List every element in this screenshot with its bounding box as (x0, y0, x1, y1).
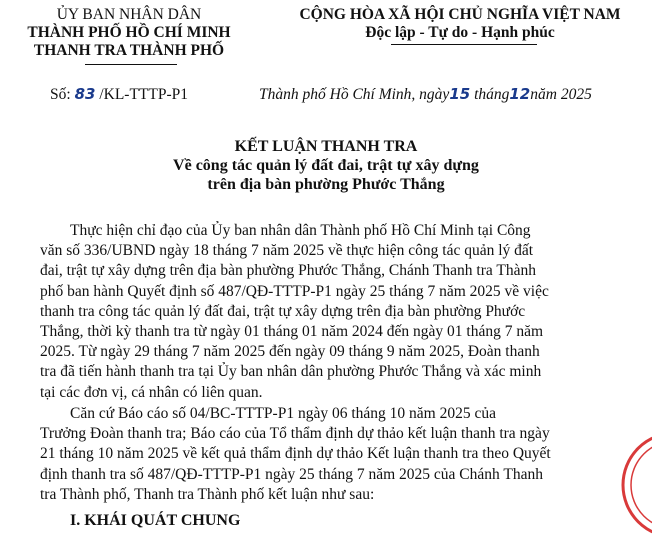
number-prefix: Số: (50, 86, 71, 103)
paragraph-line: Trưởng Đoàn thanh tra; Báo cáo của Tổ thẩm định dự thảo kết luận thanh tra ngày (40, 425, 550, 443)
number-handwritten: 83 (74, 85, 96, 103)
agency-line-2: THÀNH PHỐ HỒ CHÍ MINH (27, 24, 231, 41)
national-motto: Độc lập - Tự do - Hạnh phúc (365, 24, 555, 41)
paragraph-line: tại các đơn vị, cá nhân có liên quan. (40, 383, 263, 401)
title-line-2: Về công tác quản lý đất đai, trật tự xây dựng (173, 157, 479, 174)
paragraph-line: thanh tra công tác quản lý đất đai, trật tự xây dựng trên địa bàn phường Phước (40, 302, 526, 320)
document-number (50, 85, 188, 104)
agency-line-3: THANH TRA THÀNH PHỐ (33, 42, 225, 59)
national-title: CỘNG HÒA XÃ HỘI CHỦ NGHĨA VIỆT NAM (299, 6, 621, 23)
paragraph-line: đai, trật tự xây dựng trên địa bàn phường Phước Thắng, Chánh Thanh tra Thành (40, 262, 536, 280)
title-line-3: trên địa bàn phường Phước Thắng (207, 176, 445, 193)
paragraph-line: tra đã tiến hành thanh tra tại Ủy ban nhân dân phường Phước Thắng và xác minh (40, 363, 542, 381)
issue-date (259, 85, 592, 104)
date-part-3: năm 2025 (530, 86, 592, 103)
official-seal-icon (620, 430, 652, 540)
paragraph-line: định thanh tra số 487/QĐ-TTTP-P1 ngày 25 tháng 7 năm 2025 của Chánh Thanh (40, 465, 543, 483)
date-part-1: Thành phố Hồ Chí Minh, ngày (259, 86, 450, 103)
agency-underline (85, 64, 177, 65)
title-line-1: KẾT LUẬN THANH TRA (234, 138, 418, 155)
paragraph-line: văn số 336/UBND ngày 18 tháng 7 năm 2025 về thực hiện công tác quản lý đất (40, 242, 534, 260)
national-header (268, 6, 652, 42)
paragraph-line: Thực hiện chỉ đạo của Ủy ban nhân dân Thành phố Hồ Chí Minh tại Công (70, 222, 531, 239)
agency-header (0, 6, 258, 60)
number-suffix: /KL-TTTP-P1 (99, 86, 188, 103)
date-part-2: tháng (474, 86, 510, 103)
paragraph-line: Thắng, thời kỳ thanh tra từ ngày 01 tháng 01 năm 2024 đến ngày 01 tháng 7 năm (40, 323, 544, 341)
paragraph-line: 2025. Từ ngày 29 tháng 7 năm 2025 đến ngày 09 tháng 9 năm 2025, Đoàn thanh (40, 343, 540, 361)
date-month: 12 (509, 85, 531, 103)
agency-line-1: ỦY BAN NHÂN DÂN (56, 6, 202, 23)
section-heading: I. KHÁI QUÁT CHUNG (70, 512, 241, 529)
paragraph-line: tra Thành phố, Thanh tra Thành phố kết luận như sau: (40, 485, 375, 503)
paragraph-1 (40, 221, 630, 403)
paragraph-line: 21 tháng 10 năm 2025 về kết quả thẩm định dự thảo Kết luận thanh tra theo Quyết (40, 445, 551, 463)
motto-underline (391, 44, 537, 45)
paragraph-line: phố ban hành Quyết định số 487/QĐ-TTTP-P1 ngày 25 tháng 7 năm 2025 về việc (40, 282, 549, 300)
document-title (0, 137, 652, 194)
paragraph-2 (40, 404, 630, 505)
paragraph-line: Căn cứ Báo cáo số 04/BC-TTTP-P1 ngày 06 tháng 10 năm 2025 của (70, 405, 496, 422)
date-day: 15 (449, 85, 471, 103)
